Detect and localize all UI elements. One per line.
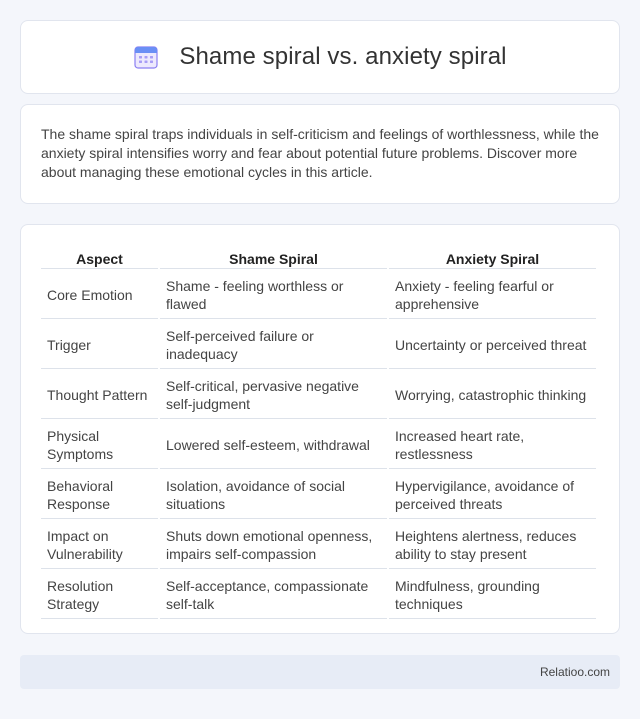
header-anxiety-spiral: Anxiety Spiral	[389, 245, 596, 269]
comparison-card	[20, 224, 620, 634]
table-row	[41, 321, 596, 369]
intro-card	[20, 104, 620, 204]
cell-shame: Self-critical, pervasive negative self-judgment	[160, 371, 387, 419]
cell-aspect: Thought Pattern	[41, 371, 158, 419]
cell-shame: Shuts down emotional openness, impairs self-compassion	[160, 521, 387, 569]
cell-anxiety: Worrying, catastrophic thinking	[389, 371, 596, 419]
page-title: Shame spiral vs. anxiety spiral	[179, 43, 507, 70]
table-row	[41, 471, 596, 519]
title-card	[20, 20, 620, 94]
cell-anxiety: Mindfulness, grounding techniques	[389, 571, 596, 619]
table-row	[41, 371, 596, 419]
cell-shame: Self-acceptance, compassionate self-talk	[160, 571, 387, 619]
footer-brand: Relatioo.com	[539, 665, 610, 679]
cell-aspect: Trigger	[41, 321, 158, 369]
cell-aspect: Core Emotion	[41, 271, 158, 319]
table-row	[41, 421, 596, 469]
footer	[20, 655, 620, 689]
cell-anxiety: Hypervigilance, avoidance of perceived threats	[389, 471, 596, 519]
cell-aspect: Physical Symptoms	[41, 421, 158, 469]
cell-shame: Isolation, avoidance of social situations	[160, 471, 387, 519]
cell-shame: Lowered self-esteem, withdrawal	[160, 421, 387, 469]
cell-anxiety: Heightens alertness, reduces ability to stay present	[389, 521, 596, 569]
table-header-row	[41, 245, 596, 269]
table-row	[41, 271, 596, 319]
header-aspect: Aspect	[41, 245, 158, 269]
comparison-table	[39, 243, 598, 621]
calendar-icon	[133, 44, 159, 70]
cell-aspect: Resolution Strategy	[41, 571, 158, 619]
cell-shame: Self-perceived failure or inadequacy	[160, 321, 387, 369]
cell-shame: Shame - feeling worthless or flawed	[160, 271, 387, 319]
intro-text: The shame spiral traps individuals in self-criticism and feelings of worthlessness, while the anxiety spiral intensifies worry and fear about potential future problems. Discover more about managing these emotional cycles in this article.	[41, 126, 599, 180]
cell-anxiety: Uncertainty or perceived threat	[389, 321, 596, 369]
header-shame-spiral: Shame Spiral	[160, 245, 387, 269]
cell-anxiety: Increased heart rate, restlessness	[389, 421, 596, 469]
table-row	[41, 571, 596, 619]
cell-aspect: Behavioral Response	[41, 471, 158, 519]
cell-aspect: Impact on Vulnerability	[41, 521, 158, 569]
cell-anxiety: Anxiety - feeling fearful or apprehensive	[389, 271, 596, 319]
table-row	[41, 521, 596, 569]
